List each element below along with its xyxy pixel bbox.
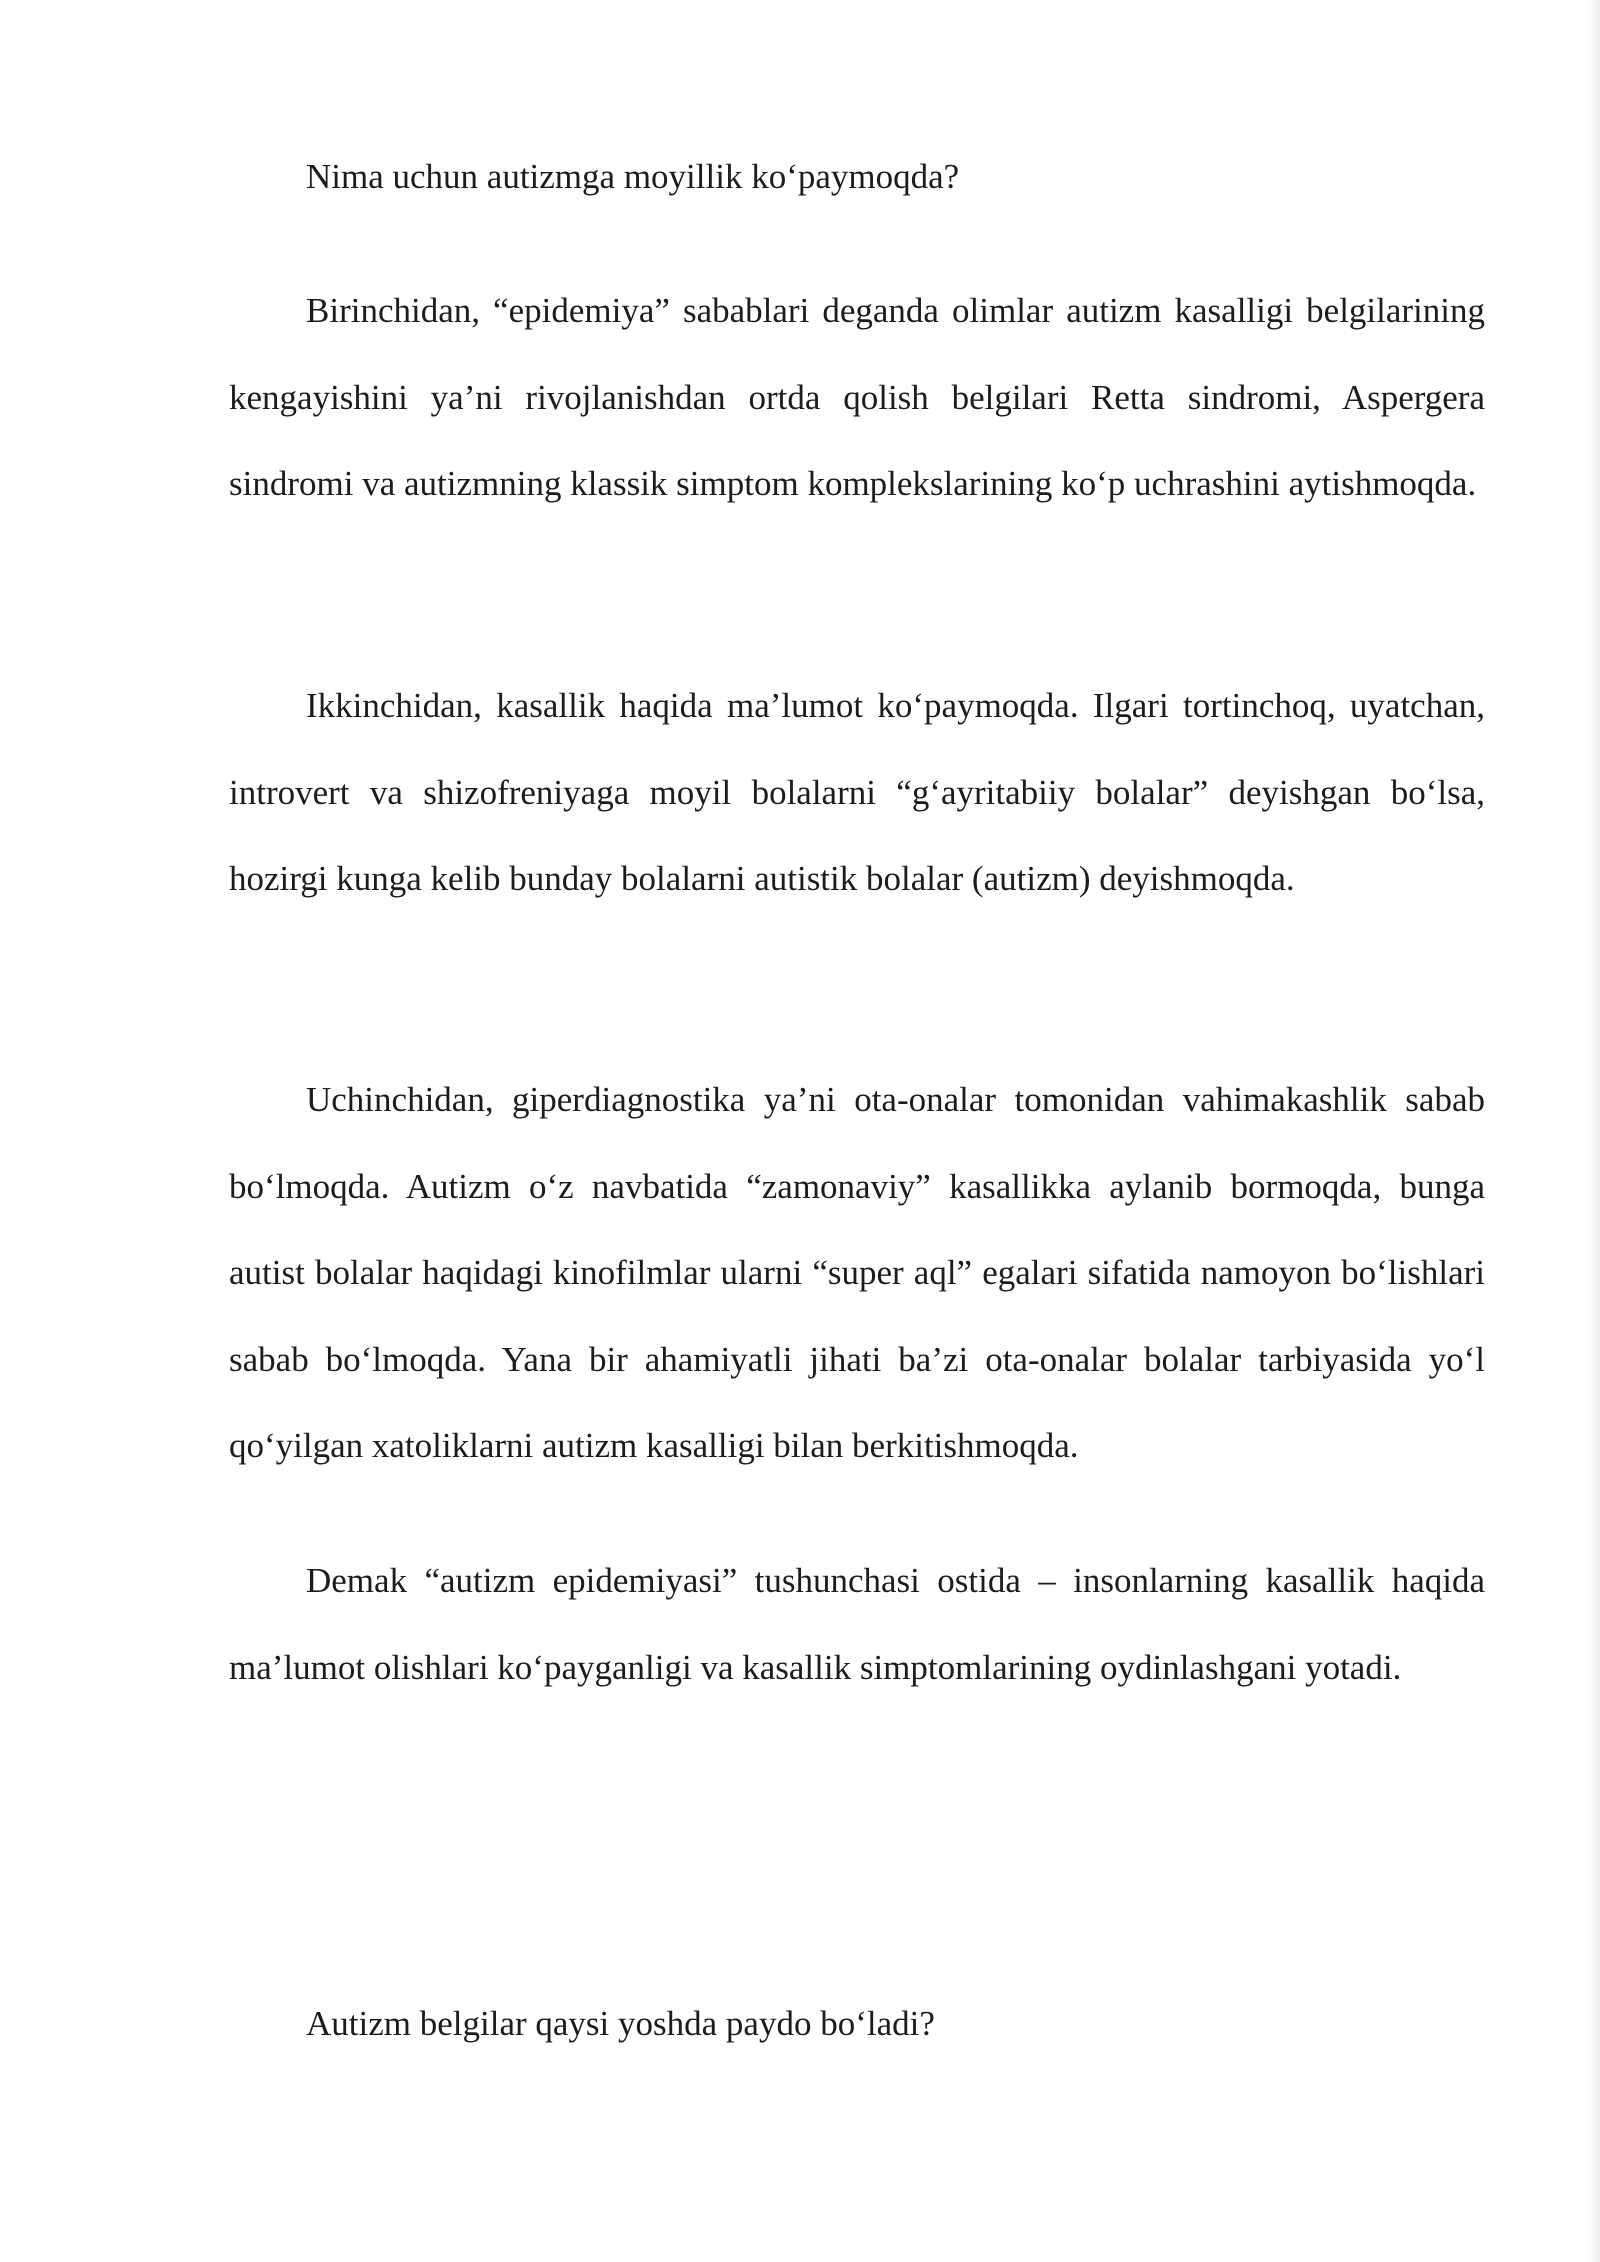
paragraph-text: Demak “autizm epidemiyasi” tushunchasi ostida – insonlarning kasallik haqida ma’lumot olishlari ko‘payganligi va kasallik simptomlarining oydinlashgani yotadi. <box>229 1561 1485 1687</box>
paragraph-text: Ikkinchidan, kasallik haqida ma’lumot ko‘paymoqda. Ilgari tortinchoq, uyatchan, introvert va shizofreniyaga moyil bolalarni “g‘ayritabiiy bolalar” deyishgan bo‘lsa, hozirgi kunga kelib bunday bolalarni autistik bolalar (autizm) deyishmoqda. <box>229 686 1485 898</box>
section-heading-autism-age: Autizm belgilar qaysi yoshda paydo bo‘ladi? <box>306 2004 935 2043</box>
paragraph-text: Uchinchidan, giperdiagnostika ya’ni ota-onalar tomonidan vahimakashlik sabab bo‘lmoqda. Autizm o‘z navbatida “zamonaviy” kasallikka aylanib bormoqda, bunga autist bolalar haqidagi kinofilmlar ularni “super aql” egalari sifatida namoyon bo‘lishlari sabab bo‘lmoqda. Yana bir ahamiyatli jihati ba’zi ota-onalar bolalar tarbiyasida yo‘l qo‘yilgan xatoliklarni autizm kasalligi bilan berkitishmoqda. <box>229 1080 1485 1465</box>
paragraph-first-reason <box>229 268 1485 528</box>
paragraph-text: Birinchidan, “epidemiya” sabablari deganda olimlar autizm kasalligi belgilarining kengayishini ya’ni rivojlanishdan ortda qolish belgilari Retta sindromi, Aspergera sindromi va autizmning klassik simptom komplekslarining ko‘p uchrashini aytishmoqda. <box>229 291 1485 503</box>
paragraph-second-reason <box>229 663 1485 923</box>
paragraph-conclusion <box>229 1538 1485 1711</box>
section-heading-autism-increase: Nima uchun autizmga moyillik ko‘paymoqda? <box>306 157 960 196</box>
paragraph-third-reason <box>229 1057 1485 1490</box>
page-edge-shadow <box>1586 0 1600 2262</box>
